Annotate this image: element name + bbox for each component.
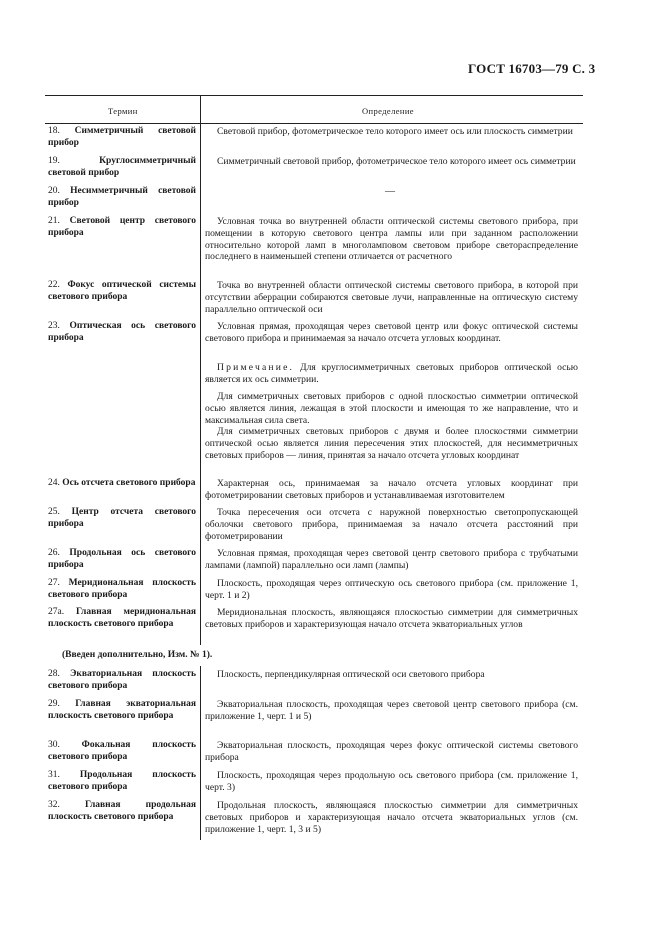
amendment-note: (Введен дополнительно, Изм. № 1). bbox=[62, 650, 213, 660]
term-20: 20. Несимметричный световой прибор bbox=[48, 186, 196, 208]
term-22: 22. Фокус оптической системы светового прибора bbox=[48, 280, 196, 302]
page-header: ГОСТ 16703—79 С. 3 bbox=[468, 61, 596, 76]
term-29: 29. Главная экваториальная плоскость светового прибора bbox=[48, 699, 197, 721]
term-23: 23. Оптическая ось светового прибора bbox=[48, 321, 196, 343]
term-27a: 27а. Главная меридиональная плоскость светового прибора bbox=[48, 607, 197, 629]
definition-23-note-p3: Для симметричных световых приборов с двумя и более плоскостями симметрии оптической осью является линия пересечения этих плоскостей, для несимметричных световых приборов — линия, принятая за начало отсчета угловых координат bbox=[205, 426, 578, 461]
definition-19: Симметричный световой прибор, фотометрическое тело которого имеет ось симметрии bbox=[217, 156, 576, 167]
definition-27: Плоскость, проходящая через оптическую ось светового прибора (см. приложение 1, черт. 1 и 2) bbox=[205, 578, 578, 601]
definition-23-note: Примечание. Для круглосимметричных световых приборов оптической осью является их ось симметрии. bbox=[205, 362, 578, 385]
table-header-rule bbox=[45, 123, 583, 124]
table-top-rule bbox=[45, 95, 583, 96]
definition-21: Условная точка во внутренней области оптической системы светового прибора, при помещении в которую светового центра лампы или при заданном расположении относительно которой ламп в многоламповом световом приборе светораспределение последнего в наименьшей степени отличается от расчетного bbox=[205, 216, 578, 263]
term-25: 25. Центр отсчета светового прибора bbox=[48, 507, 197, 529]
definition-20: — bbox=[385, 186, 395, 197]
definition-28: Плоскость, перпендикулярная оптической оси светового прибора bbox=[217, 669, 485, 680]
column-header-term: Термин bbox=[108, 106, 138, 116]
term-31: 31. Продольная плоскость светового прибора bbox=[48, 770, 197, 792]
definition-22: Точка во внутренней области оптической системы светового прибора, в которой при отсутствии аберрации собираются световые лучи, направленные на оптическую систему параллельно оптической оси bbox=[205, 280, 578, 315]
term-21: 21. Световой центр светового прибора bbox=[48, 216, 197, 238]
column-divider-lower bbox=[200, 666, 201, 840]
definition-23-note-p2: Для симметричных световых приборов с одной плоскостью симметрии оптической осью является линия, лежащая в этой плоскости и имеющая то же направление, что и максимальная сила света. bbox=[205, 391, 578, 426]
definition-27a: Меридиональная плоскость, являющаяся плоскостью симметрии для симметричных световых приборов и характеризующая начало отсчета экваториальных углов bbox=[205, 607, 578, 630]
definition-30: Экваториальная плоскость, проходящая через фокус оптической системы светового прибора bbox=[205, 740, 578, 763]
definition-24: Характерная ось, принимаемая за начало отсчета угловых координат при фотометрировании световых приборов и устанавливаемая изготовителем bbox=[205, 478, 578, 501]
definition-29: Экваториальная плоскость, проходящая через световой центр светового прибора (см. приложение 1, черт. 1 и 5) bbox=[205, 699, 578, 722]
definition-25: Точка пересечения оси отсчета с наружной поверхностью светопропускающей оболочки светового прибора, принимаемая за начало отсчета расстояний при фотометрировании bbox=[205, 507, 578, 542]
term-18: 18. Симметричный световой прибор bbox=[48, 126, 196, 148]
definition-31: Плоскость, проходящая через продольную ось светового прибора (см. приложение 1, черт. 3) bbox=[205, 770, 578, 793]
term-24: 24. Ось отсчета светового прибора bbox=[48, 478, 196, 488]
term-19: 19. Круглосимметричный световой прибор bbox=[48, 156, 196, 178]
term-26: 26. Продольная ось светового прибора bbox=[48, 548, 196, 570]
definition-23: Условная прямая, проходящая через световой центр или фокус оптической системы светового прибора и принимаемая за начало отсчета угловых координат. bbox=[205, 321, 578, 344]
column-header-definition: Определение bbox=[362, 106, 414, 116]
term-30: 30. Фокальная плоскость светового прибора bbox=[48, 740, 196, 762]
definition-18: Световой прибор, фотометрическое тело которого имеет ось или плоскость симметрии bbox=[217, 126, 573, 137]
column-divider-upper bbox=[200, 95, 201, 645]
definition-32: Продольная плоскость, являющаяся плоскостью симметрии для симметричных световых приборов и характеризующая начало отсчета экваториальных углов (см. приложение 1, черт. 1, 3 и 5) bbox=[205, 800, 578, 835]
definition-26: Условная прямая, проходящая через световой центр светового прибора с трубчатыми лампами (лампой) параллельно оси ламп (лампы) bbox=[205, 548, 578, 571]
term-32: 32. Главная продольная плоскость светового прибора bbox=[48, 800, 196, 822]
term-28: 28. Экваториальная плоскость светового прибора bbox=[48, 669, 196, 691]
term-27: 27. Меридиональная плоскость светового прибора bbox=[48, 578, 196, 600]
